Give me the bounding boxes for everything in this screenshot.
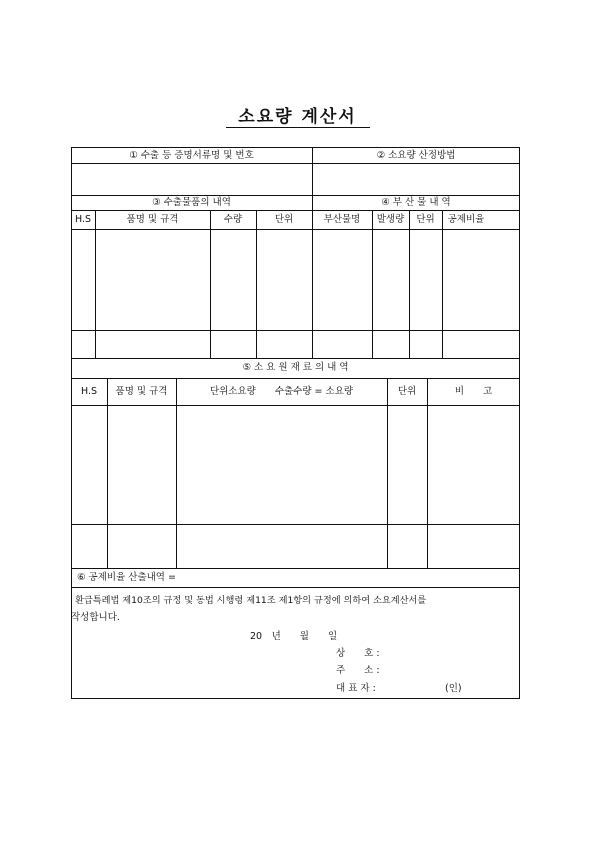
divider-line xyxy=(71,524,520,525)
divider-line xyxy=(372,210,373,358)
column-header: 품명 및 규격 xyxy=(126,214,179,225)
column-header: 비 고 xyxy=(454,386,493,397)
divider-line xyxy=(71,195,520,196)
divider-line xyxy=(312,210,313,358)
column-header: 단위 xyxy=(416,214,435,225)
byproduct-header: ④ 부 산 물 내 역 xyxy=(381,197,451,208)
divider-line xyxy=(71,163,520,164)
divider-line xyxy=(71,330,520,331)
seal-mark: (인) xyxy=(445,683,462,694)
divider-line xyxy=(387,378,388,568)
statement-text-cont: 작성합니다. xyxy=(71,612,120,623)
export-goods-header: ③ 수출물품의 내역 xyxy=(152,197,231,208)
divider-line xyxy=(256,210,257,358)
divider-line xyxy=(71,358,520,359)
divider-line xyxy=(442,210,443,358)
calculation-method-header: ② 소요량 산정방법 xyxy=(376,150,456,161)
document-title: 소요량 계산서 xyxy=(238,107,357,127)
deduction-calculation-label: ⑥ 공제비율 산출내역 = xyxy=(77,572,176,583)
divider-line xyxy=(71,568,520,569)
column-header: 단위소요량 수출수량 = 소요량 xyxy=(209,386,354,397)
divider-line xyxy=(95,210,96,358)
export-document-header: ① 수출 등 증명서류명 및 번호 xyxy=(129,150,254,161)
divider-line xyxy=(427,378,428,568)
column-header: H.S xyxy=(80,386,98,397)
statement-text: 환급특례법 제10조의 규정 및 동법 시행령 제11조 제1항의 규정에 의하여 소요계산서를 xyxy=(75,595,427,606)
column-header: 공제비율 xyxy=(447,214,485,225)
divider-line xyxy=(71,378,520,379)
divider-line xyxy=(71,210,520,211)
column-header: 수량 xyxy=(223,214,243,225)
date-line: 20 년 월 일 xyxy=(250,631,338,642)
divider-line xyxy=(409,210,410,358)
title-underline xyxy=(226,127,370,128)
divider-line xyxy=(210,210,211,358)
address-label: 주 소 : xyxy=(336,665,380,676)
divider-line xyxy=(107,378,108,568)
column-header: 단위 xyxy=(274,214,294,225)
column-header: H.S xyxy=(74,214,92,225)
company-label: 상 호 : xyxy=(336,648,380,659)
divider-line xyxy=(71,405,520,406)
divider-line xyxy=(71,587,520,588)
representative-label: 대 표 자 : xyxy=(336,683,376,694)
column-header: 품명 및 규격 xyxy=(115,386,168,397)
column-header: 부산물명 xyxy=(323,214,361,225)
column-header: 발생량 xyxy=(376,214,405,225)
column-header: 단위 xyxy=(397,386,417,397)
raw-materials-header: ⑤ 소 요 원 재 료 의 내 역 xyxy=(242,362,349,373)
divider-line xyxy=(71,229,520,230)
divider-line xyxy=(176,378,177,568)
